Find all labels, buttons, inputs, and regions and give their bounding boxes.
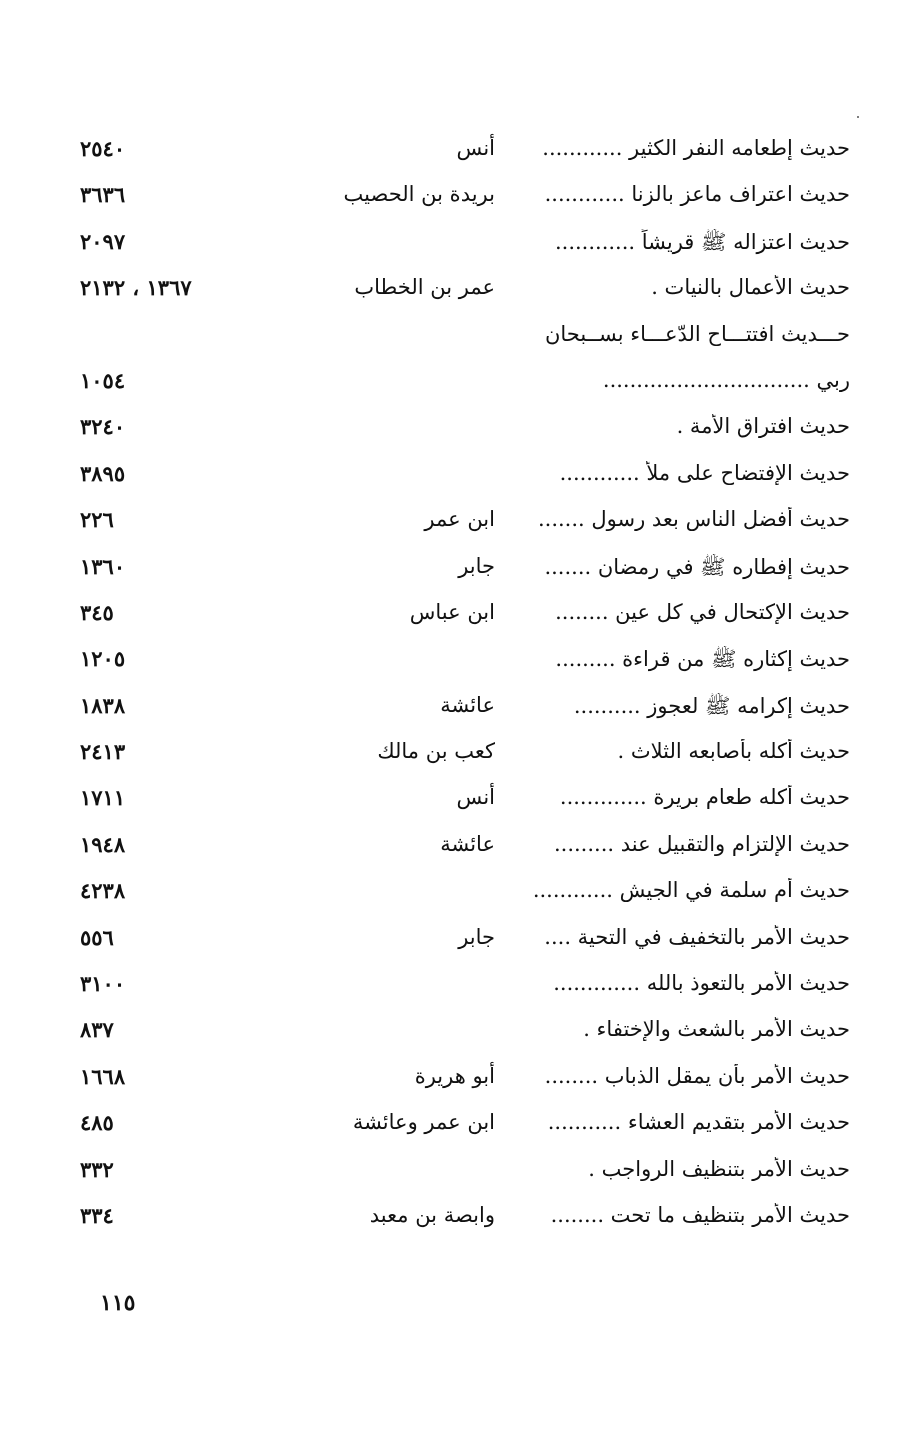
reference-numbers-text: ٣٣٤ (80, 1202, 114, 1228)
narrator-name: أنس (456, 136, 495, 160)
hadith-title: حديث إكرامه ﷺ لعجوز .......... (573, 693, 850, 718)
reference-numbers-text: ٢٤١٣ (80, 739, 126, 765)
index-row (80, 174, 850, 220)
index-row (80, 777, 850, 823)
hadith-title: حديث الأمر بالشعث والإختفاء . (583, 1017, 850, 1042)
reference-numbers (80, 1017, 270, 1042)
narrator-name: كعب بن مالك (377, 739, 495, 764)
reference-numbers-text: ١٢٠٥ (80, 646, 126, 672)
hadith-title: حديث إفطاره ﷺ في رمضان ....... (544, 554, 850, 579)
index-row (80, 592, 850, 638)
hadith-title: حديث الأمر بأن يمقل الذباب ........ (544, 1063, 850, 1088)
hadith-title: ربي ............................... (602, 367, 850, 392)
index-row (80, 267, 850, 313)
narrator-name: بريدة بن الحصيب (343, 182, 495, 207)
index-row (80, 360, 850, 406)
index-row (80, 917, 850, 963)
index-row (80, 128, 850, 174)
reference-numbers-text: ٣٦٣٦ (80, 182, 126, 208)
reference-numbers-text: ٨٣٧ (80, 1017, 114, 1043)
index-row (80, 685, 850, 731)
index-row (80, 406, 850, 452)
reference-numbers-text: ١٦٦٨ (80, 1063, 126, 1089)
reference-numbers (80, 461, 270, 486)
index-row (80, 870, 850, 916)
index-row (80, 1195, 850, 1241)
reference-numbers (80, 600, 270, 625)
reference-numbers (80, 368, 270, 393)
reference-numbers-text: ١٠٥٤ (80, 367, 126, 393)
hadith-title: حديث إكثاره ﷺ من قراءة ......... (555, 647, 850, 672)
narrator-name: أبو هريرة (414, 1063, 495, 1088)
index-row (80, 499, 850, 545)
scan-speck (857, 116, 859, 118)
reference-numbers (80, 925, 270, 950)
index-row (80, 638, 850, 684)
reference-numbers (80, 229, 270, 254)
narrator-name: وابصة بن معبد (369, 1202, 495, 1227)
reference-numbers-text: ٤٢٣٨ (80, 878, 126, 904)
reference-numbers (80, 785, 270, 810)
hadith-title: حديث الأمر بالتعوذ بالله ............. (553, 971, 850, 996)
page-number: ١١٥ (100, 1290, 136, 1316)
hadith-title: حديث أكله طعام بريرة ............. (559, 785, 850, 810)
narrator-name: ابن عمر وعائشة (352, 1110, 495, 1135)
narrator-name: أنس (456, 785, 495, 810)
reference-numbers (80, 136, 270, 161)
narrator-name: عائشة (440, 692, 495, 717)
narrator-name: جابر (458, 553, 495, 578)
reference-numbers (80, 554, 270, 579)
reference-numbers-text: ١٧١١ (80, 785, 126, 811)
reference-numbers (80, 275, 270, 300)
reference-numbers (80, 507, 270, 532)
reference-numbers (80, 182, 270, 207)
hadith-title: حديث أفضل الناس بعد رسول ....... (537, 507, 850, 532)
hadith-title: حديث أكله بأصابعه الثلاث . (617, 739, 850, 764)
hadith-title: حديث اعتراف ماعز بالزنا ............ (544, 182, 850, 207)
hadith-title: حـــديث افتتـــاح الدّعـــاء بســبحان (544, 321, 850, 346)
hadith-title: حديث الأمر بالتخفيف في التحية .... (544, 924, 850, 949)
index-row (80, 314, 850, 360)
index-row (80, 1056, 850, 1102)
reference-numbers-text: ٣٣٢ (80, 1156, 114, 1182)
reference-numbers (80, 1110, 270, 1135)
hadith-title: حديث إطعامه النفر الكثير ............ (542, 136, 850, 160)
hadith-title: حديث الإلتزام والتقبيل عند ......... (553, 831, 850, 856)
reference-numbers-text: ٤٨٥ (80, 1110, 114, 1136)
hadith-title: حديث الأمر بتقديم العشاء ........... (547, 1110, 850, 1135)
index-row (80, 221, 850, 267)
reference-numbers-text: ١٣٦٠ (80, 553, 126, 579)
reference-numbers-text: ١٩٤٨ (80, 831, 126, 857)
reference-numbers-text: ١٣٦٧ ، ٢١٣٢ (80, 275, 192, 301)
narrator-name: جابر (458, 924, 495, 949)
reference-numbers-text: ٣٨٩٥ (80, 460, 126, 486)
reference-numbers (80, 414, 270, 439)
narrator-name: ابن عمر (424, 507, 495, 532)
hadith-title: حديث الأعمال بالنيات . (651, 275, 850, 300)
hadith-title: حديث أم سلمة في الجيش ............ (532, 878, 850, 903)
reference-numbers (80, 1157, 270, 1182)
index-row (80, 731, 850, 777)
reference-numbers-text: ١٨٣٨ (80, 692, 126, 718)
hadith-title: حديث الأمر بتنظيف ما تحت ........ (550, 1202, 850, 1227)
reference-numbers-text: ٣٢٤٠ (80, 414, 126, 440)
index-row (80, 963, 850, 1009)
narrator-name: ابن عباس (409, 599, 495, 624)
reference-numbers (80, 878, 270, 903)
narrator-name: عمر بن الخطاب (354, 275, 495, 300)
hadith-title: حديث الإفتضاح على ملأ ............ (559, 460, 850, 485)
reference-numbers (80, 832, 270, 857)
reference-numbers (80, 1064, 270, 1089)
hadith-title: حديث الإكتحال في كل عين ........ (555, 599, 850, 624)
reference-numbers-text: ٢٥٤٠ (80, 136, 126, 161)
index-row (80, 824, 850, 870)
hadith-title: حديث الأمر بتنظيف الرواجب . (588, 1156, 850, 1181)
reference-numbers-text: ٢٢٦ (80, 507, 114, 533)
index-row (80, 546, 850, 592)
reference-numbers (80, 739, 270, 764)
hadith-title: حديث افتراق الأمة . (676, 414, 850, 439)
reference-numbers (80, 971, 270, 996)
reference-numbers-text: ٣١٠٠ (80, 971, 126, 997)
hadith-title: حديث اعتزاله ﷺ قريشاً ............ (554, 229, 850, 254)
reference-numbers (80, 646, 270, 671)
reference-numbers (80, 1203, 270, 1228)
narrator-name: عائشة (440, 831, 495, 856)
reference-numbers-text: ٢٠٩٧ (80, 228, 126, 254)
index-row (80, 1102, 850, 1148)
index-row (80, 1009, 850, 1055)
index-row (80, 453, 850, 499)
hadith-index-list (80, 128, 850, 1241)
reference-numbers-text: ٣٤٥ (80, 599, 114, 625)
reference-numbers-text: ٥٥٦ (80, 924, 114, 950)
index-row (80, 1149, 850, 1195)
reference-numbers (80, 693, 270, 718)
